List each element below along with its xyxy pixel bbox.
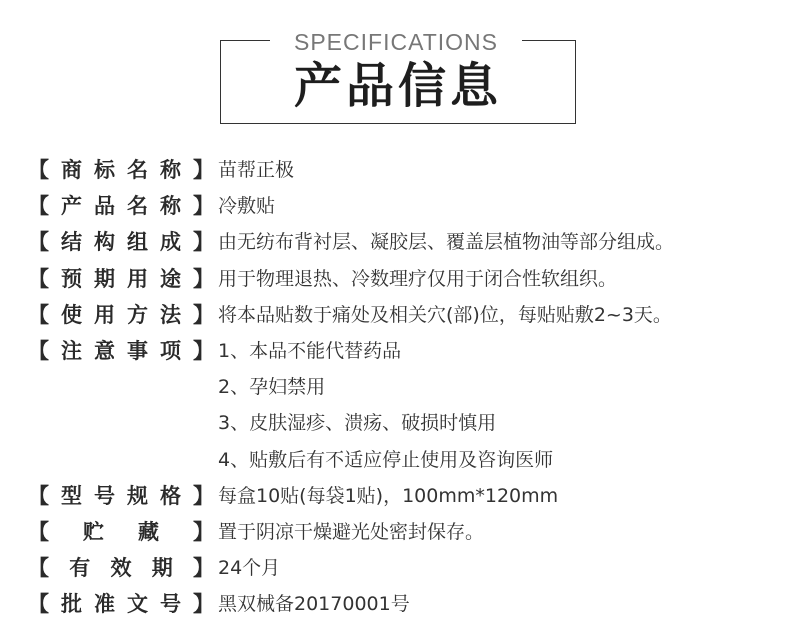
spec-row-trademark bbox=[28, 152, 778, 188]
spec-row-composition bbox=[28, 224, 778, 260]
spec-row-shelf-life bbox=[28, 550, 778, 586]
spec-list bbox=[28, 152, 778, 622]
spec-label: 【 型 号 规 格 】 bbox=[28, 483, 214, 508]
spec-value: 黑双械备20170001号 bbox=[218, 593, 410, 616]
spec-value: 24个月 bbox=[218, 557, 281, 580]
header-english-title: SPECIFICATIONS bbox=[294, 29, 498, 55]
spec-label bbox=[28, 369, 214, 405]
spec-value: 1、本品不能代替药品 bbox=[218, 339, 402, 362]
spec-row-model bbox=[28, 478, 778, 514]
spec-label bbox=[28, 442, 214, 478]
spec-label bbox=[28, 405, 214, 441]
spec-row-storage bbox=[28, 514, 778, 550]
spec-value: 苗帮正极 bbox=[218, 159, 295, 181]
spec-label: 【 产 品 名 称 】 bbox=[28, 194, 214, 219]
spec-row-product-name bbox=[28, 188, 778, 224]
spec-value: 冷敷贴 bbox=[218, 195, 276, 218]
spec-row-precautions bbox=[28, 333, 778, 369]
spec-value: 3、皮肤湿疹、溃疡、破损时慎用 bbox=[218, 412, 497, 435]
spec-label: 【 批 准 文 号 】 bbox=[28, 592, 214, 617]
spec-row-precautions-4 bbox=[28, 442, 778, 478]
spec-row-precautions-3 bbox=[28, 405, 778, 441]
spec-label: 【 商 标 名 称 】 bbox=[28, 158, 214, 182]
spec-row-intended-use bbox=[28, 261, 778, 297]
spec-value: 每盒10贴(每袋1贴)，100mm*120mm bbox=[218, 484, 559, 507]
spec-label: 【 预 期 用 途 】 bbox=[28, 266, 214, 291]
spec-value: 4、贴敷后有不适应停止使用及咨询医师 bbox=[218, 448, 554, 471]
spec-value: 将本品贴数于痛处及相关穴(部)位，每贴贴敷2~3天。 bbox=[218, 303, 672, 326]
spec-row-approval-number bbox=[28, 586, 778, 622]
spec-label: 【 注 意 事 项 】 bbox=[28, 338, 214, 363]
spec-value: 用于物理退热、冷数理疗仅用于闭合性软组织。 bbox=[218, 267, 618, 290]
spec-value: 置于阴凉干燥避光处密封保存。 bbox=[218, 520, 485, 543]
spec-value: 由无纺布背衬层、凝胶层、覆盖层植物油等部分组成。 bbox=[218, 231, 675, 254]
spec-label: 【 有 效 期 】 bbox=[28, 556, 214, 581]
spec-row-precautions-2 bbox=[28, 369, 778, 405]
page-title: 产品信息 bbox=[293, 58, 502, 114]
spec-label: 【 贮 藏 】 bbox=[28, 519, 214, 544]
spec-label: 【 结 构 组 成 】 bbox=[28, 230, 214, 255]
spec-value: 2、孕妇禁用 bbox=[218, 376, 326, 399]
spec-row-usage bbox=[28, 297, 778, 333]
spec-label: 【 使 用 方 法 】 bbox=[28, 302, 214, 327]
